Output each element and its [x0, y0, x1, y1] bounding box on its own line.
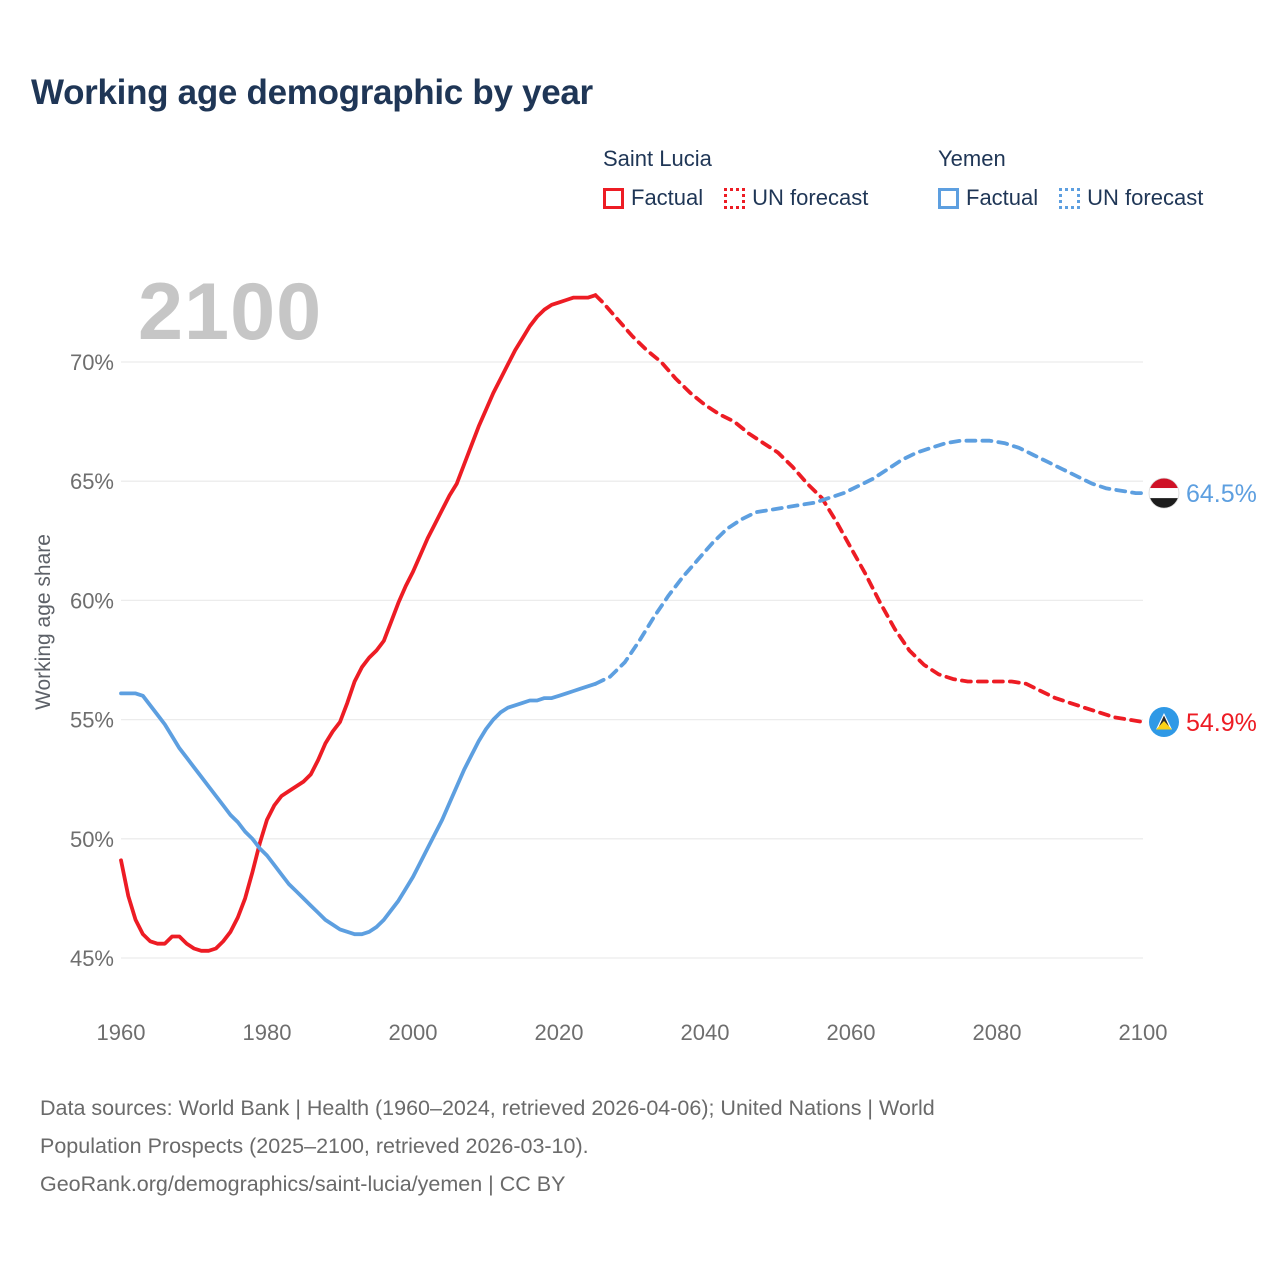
y-axis-title: Working age share — [32, 534, 55, 710]
y-tick-label: 50% — [69, 826, 114, 852]
watermark-year: 2100 — [138, 267, 323, 357]
end-value-label: 64.5% — [1186, 480, 1257, 509]
legend-item-label: Factual — [966, 185, 1039, 210]
x-tick-label: 2060 — [826, 1020, 876, 1045]
footer-line-sources-1: Data sources: World Bank | Health (1960–2024, retrieved 2026-04-06); United Nations | World — [40, 1096, 935, 1120]
y-tick-label: 60% — [69, 588, 114, 614]
legend-item-label: UN forecast — [752, 185, 869, 210]
series-saint-lucia-un-forecast — [596, 295, 1144, 722]
x-tick-label: 2100 — [1118, 1020, 1168, 1045]
y-tick-label: 45% — [69, 946, 114, 971]
series-yemen-un-forecast — [596, 441, 1144, 684]
legend-item-label: Factual — [631, 185, 704, 210]
x-tick-label: 2040 — [680, 1020, 730, 1045]
y-tick-label: 70% — [69, 350, 114, 375]
legend-item-label: UN forecast — [1087, 185, 1204, 210]
end-value-label: 54.9% — [1186, 708, 1257, 737]
x-tick-label: 1980 — [242, 1020, 292, 1045]
x-tick-label: 2020 — [534, 1020, 584, 1045]
yemen-flag-icon — [1149, 478, 1179, 508]
page-title: Working age demographic by year — [31, 73, 593, 112]
footer-attribution — [40, 1089, 935, 1203]
y-tick-label: 55% — [69, 707, 114, 733]
series-saint-lucia-factual — [121, 295, 596, 951]
y-tick-label: 65% — [69, 469, 114, 495]
legend-group-title: Saint Lucia — [603, 146, 712, 171]
footer-line-url: GeoRank.org/demographics/saint-lucia/yemen | CC BY — [40, 1172, 566, 1196]
saint-lucia-flag-icon — [1149, 707, 1179, 737]
series-yemen-factual — [121, 684, 596, 934]
footer-line-sources-2: Population Prospects (2025–2100, retrieved 2026-03-10). — [40, 1134, 589, 1158]
x-tick-label: 2000 — [388, 1020, 438, 1045]
x-tick-label: 1960 — [96, 1020, 146, 1045]
x-tick-label: 2080 — [972, 1020, 1022, 1045]
legend-group-title: Yemen — [938, 146, 1006, 171]
